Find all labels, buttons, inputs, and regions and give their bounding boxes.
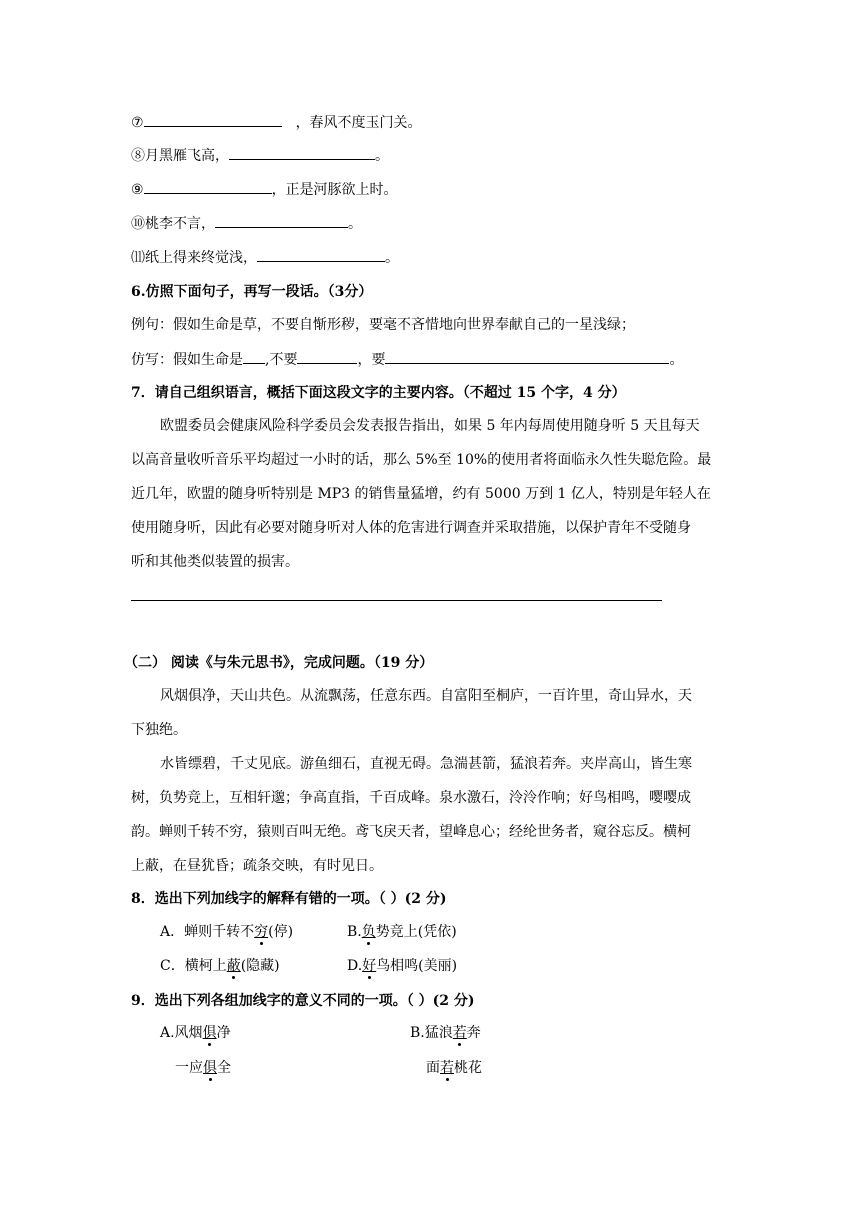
option-text: A.风烟 xyxy=(160,1025,203,1041)
option-text: 鸟相鸣(美丽) xyxy=(376,958,458,974)
classical-text-line: 风烟俱净，天山共色。从流飘荡，任意东西。自富阳至桐庐，一百许里，奇山异水，天 xyxy=(160,688,692,704)
verse-text: 纸上得来终觉浅， xyxy=(145,250,257,266)
fill-in-11 xyxy=(131,247,399,268)
question-6-imitate xyxy=(131,349,683,370)
option-text: A．蝉则千转不 xyxy=(160,924,255,940)
answer-blank[interactable] xyxy=(257,247,385,262)
answer-line[interactable] xyxy=(131,600,662,601)
passage-line: 以高音量收听音乐平均超过一小时的话，那么 5%至 10%的使用者将面临永久性失聪危险。最 xyxy=(131,452,712,468)
answer-blank[interactable] xyxy=(385,349,669,364)
marked-char: 好 xyxy=(362,958,377,974)
imitate-prefix: 仿写：假如生命是 xyxy=(131,352,243,368)
option-text: 全 xyxy=(217,1060,231,1076)
question-6-title: 6.仿照下面句子，再写一段话。（3分） xyxy=(131,284,373,300)
question-6-example: 例句：假如生命是草，不要自惭形秽，要毫不吝惜地向世界奉献自己的一星浅绿； xyxy=(131,317,635,333)
answer-blank[interactable] xyxy=(243,349,265,364)
classical-text-line: 树，负势竞上，互相轩邈；争高直指，千百成峰。泉水激石，泠泠作响；好鸟相鸣，嘤嘤成 xyxy=(131,790,691,806)
option-text: 一应 xyxy=(175,1060,203,1076)
marked-char: 俱 xyxy=(203,1060,217,1076)
option-text: 桃花 xyxy=(454,1060,482,1076)
verse-text: ，春风不度玉门关。 xyxy=(295,115,422,131)
verse-text: ，正是河豚欲上时。 xyxy=(271,182,398,198)
fill-in-8 xyxy=(131,145,389,166)
marked-char: 若 xyxy=(452,1025,467,1041)
option-text: 奔 xyxy=(466,1025,481,1041)
verse-text: 。 xyxy=(385,250,399,266)
fill-in-9 xyxy=(131,179,398,200)
classical-text-line: 韵。蝉则千转不穷，猿则百叫无绝。鸢飞戾天者，望峰息心；经纶世务者，窥谷忘反。横柯 xyxy=(131,824,691,840)
section-2-title: （二） 阅读《与朱元思书》，完成问题。（19 分） xyxy=(124,655,434,671)
question-9-title: 9．选出下列各组加线字的意义不同的一项。（ ）(2 分) xyxy=(131,993,475,1009)
fill-in-10 xyxy=(131,213,362,234)
verse-text: 桃李不言， xyxy=(145,216,215,232)
marked-char: 俱 xyxy=(202,1025,217,1041)
marked-char: 负 xyxy=(361,924,376,940)
classical-text-line: 上蔽，在昼犹昏；疏条交映，有时见日。 xyxy=(131,858,383,874)
item-number: ⑨ xyxy=(131,182,144,198)
option-a-line-1[interactable] xyxy=(160,1023,231,1043)
answer-blank[interactable] xyxy=(229,145,375,160)
imitate-mid: ,不要 xyxy=(265,352,298,368)
option-text: (隐藏) xyxy=(240,958,280,974)
passage-line: 欧盟委员会健康风险科学委员会发表报告指出，如果 5 年内每周使用随身听 5 天且每天 xyxy=(160,418,700,434)
marked-char: 若 xyxy=(440,1060,454,1076)
option-text: B.猛浪 xyxy=(410,1025,453,1041)
option-text: 势竞上(凭依) xyxy=(375,924,457,940)
marked-char: 穷 xyxy=(254,924,269,940)
option-text: 净 xyxy=(216,1025,231,1041)
answer-blank[interactable] xyxy=(215,213,348,228)
classical-text-line: 下独绝。 xyxy=(131,722,187,738)
option-c[interactable] xyxy=(160,956,280,976)
question-8-title: 8．选出下列加线字的解释有错的一项。（ ）(2 分) xyxy=(131,891,447,907)
fill-in-7 xyxy=(131,112,422,133)
verse-text: 。 xyxy=(375,148,389,164)
imitate-mid: ，要 xyxy=(357,352,386,368)
marked-char: 蔽 xyxy=(226,958,241,974)
answer-blank[interactable] xyxy=(144,179,272,194)
passage-line: 听和其他类似装置的损害。 xyxy=(131,554,299,570)
option-text: 面 xyxy=(426,1060,440,1076)
item-number: ⑦ xyxy=(131,115,144,131)
verse-text: 。 xyxy=(348,216,362,232)
classical-text-line: 水皆缥碧，千丈见底。游鱼细石，直视无碍。急湍甚箭，猛浪若奔。夹岸高山，皆生寒 xyxy=(160,756,692,772)
passage-line: 使用随身听，因此有必要对随身听对人体的危害进行调查并采取措施，以保护青年不受随身 xyxy=(131,520,691,536)
item-number: ⑩ xyxy=(131,216,145,232)
passage-line: 近几年，欧盟的随身听特别是 MP3 的销售量猛增，约有 5000 万到 1 亿人，特别是年轻人在 xyxy=(131,486,711,502)
option-b-line-1[interactable] xyxy=(410,1023,481,1043)
question-7-title: 7．请自己组织语言，概括下面这段文字的主要内容。（不超过 15 个字，4 分） xyxy=(131,385,626,401)
item-number: ⑾ xyxy=(131,250,145,266)
answer-blank[interactable] xyxy=(297,349,357,364)
item-number: ⑧ xyxy=(131,148,145,164)
option-a[interactable] xyxy=(160,922,293,942)
option-text: C．横柯上 xyxy=(160,958,227,974)
option-text: D. xyxy=(347,958,363,974)
option-b-line-2 xyxy=(426,1058,482,1078)
option-text: (停) xyxy=(268,924,294,940)
option-d[interactable] xyxy=(347,956,457,976)
option-text: B. xyxy=(347,924,362,940)
option-a-line-2 xyxy=(175,1058,231,1078)
option-b[interactable] xyxy=(347,922,457,942)
answer-blank[interactable] xyxy=(144,112,282,127)
verse-text: 月黑雁飞高， xyxy=(145,148,229,164)
imitate-end: 。 xyxy=(669,352,684,368)
